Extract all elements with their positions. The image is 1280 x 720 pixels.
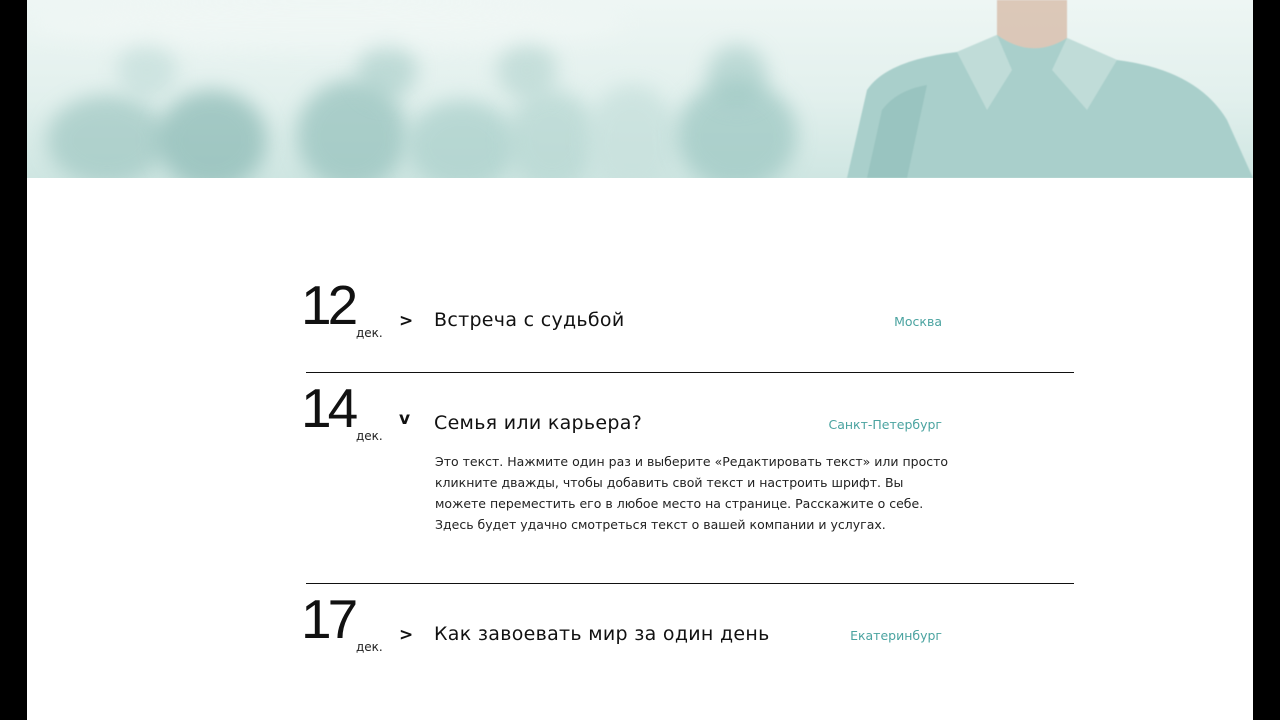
event-day: 17 — [301, 588, 355, 650]
hero-banner-image — [27, 0, 1253, 178]
chevron-right-icon[interactable]: > — [399, 625, 414, 645]
chevron-right-icon[interactable]: > — [399, 311, 414, 331]
event-title[interactable]: Как завоевать мир за один день — [434, 623, 770, 645]
event-day: 12 — [301, 274, 355, 336]
event-month: дек. — [356, 429, 383, 443]
event-item[interactable] — [301, 373, 1074, 584]
event-city: Москва — [894, 314, 942, 329]
event-day: 14 — [301, 377, 355, 439]
event-description: Это текст. Нажмите один раз и выберите «Редактировать текст» или просто кликните дважды, чтобы добавить свой текст и настроить шрифт. Вы можете переместить его в любое место на странице. Расскажите о себе. Здесь будет удачно смотреться текст о вашей компании и услугах. — [435, 454, 949, 532]
event-item[interactable] — [301, 584, 1074, 694]
chevron-down-icon[interactable]: v — [399, 409, 411, 429]
event-month: дек. — [356, 326, 383, 340]
event-city: Екатеринбург — [850, 628, 942, 643]
page — [27, 0, 1253, 720]
event-month: дек. — [356, 640, 383, 654]
event-item[interactable] — [301, 270, 1074, 373]
event-title[interactable]: Семья или карьера? — [434, 412, 643, 434]
event-city: Санкт-Петербург — [828, 417, 942, 432]
event-title[interactable]: Встреча с судьбой — [434, 309, 625, 331]
events-list — [301, 270, 1074, 694]
